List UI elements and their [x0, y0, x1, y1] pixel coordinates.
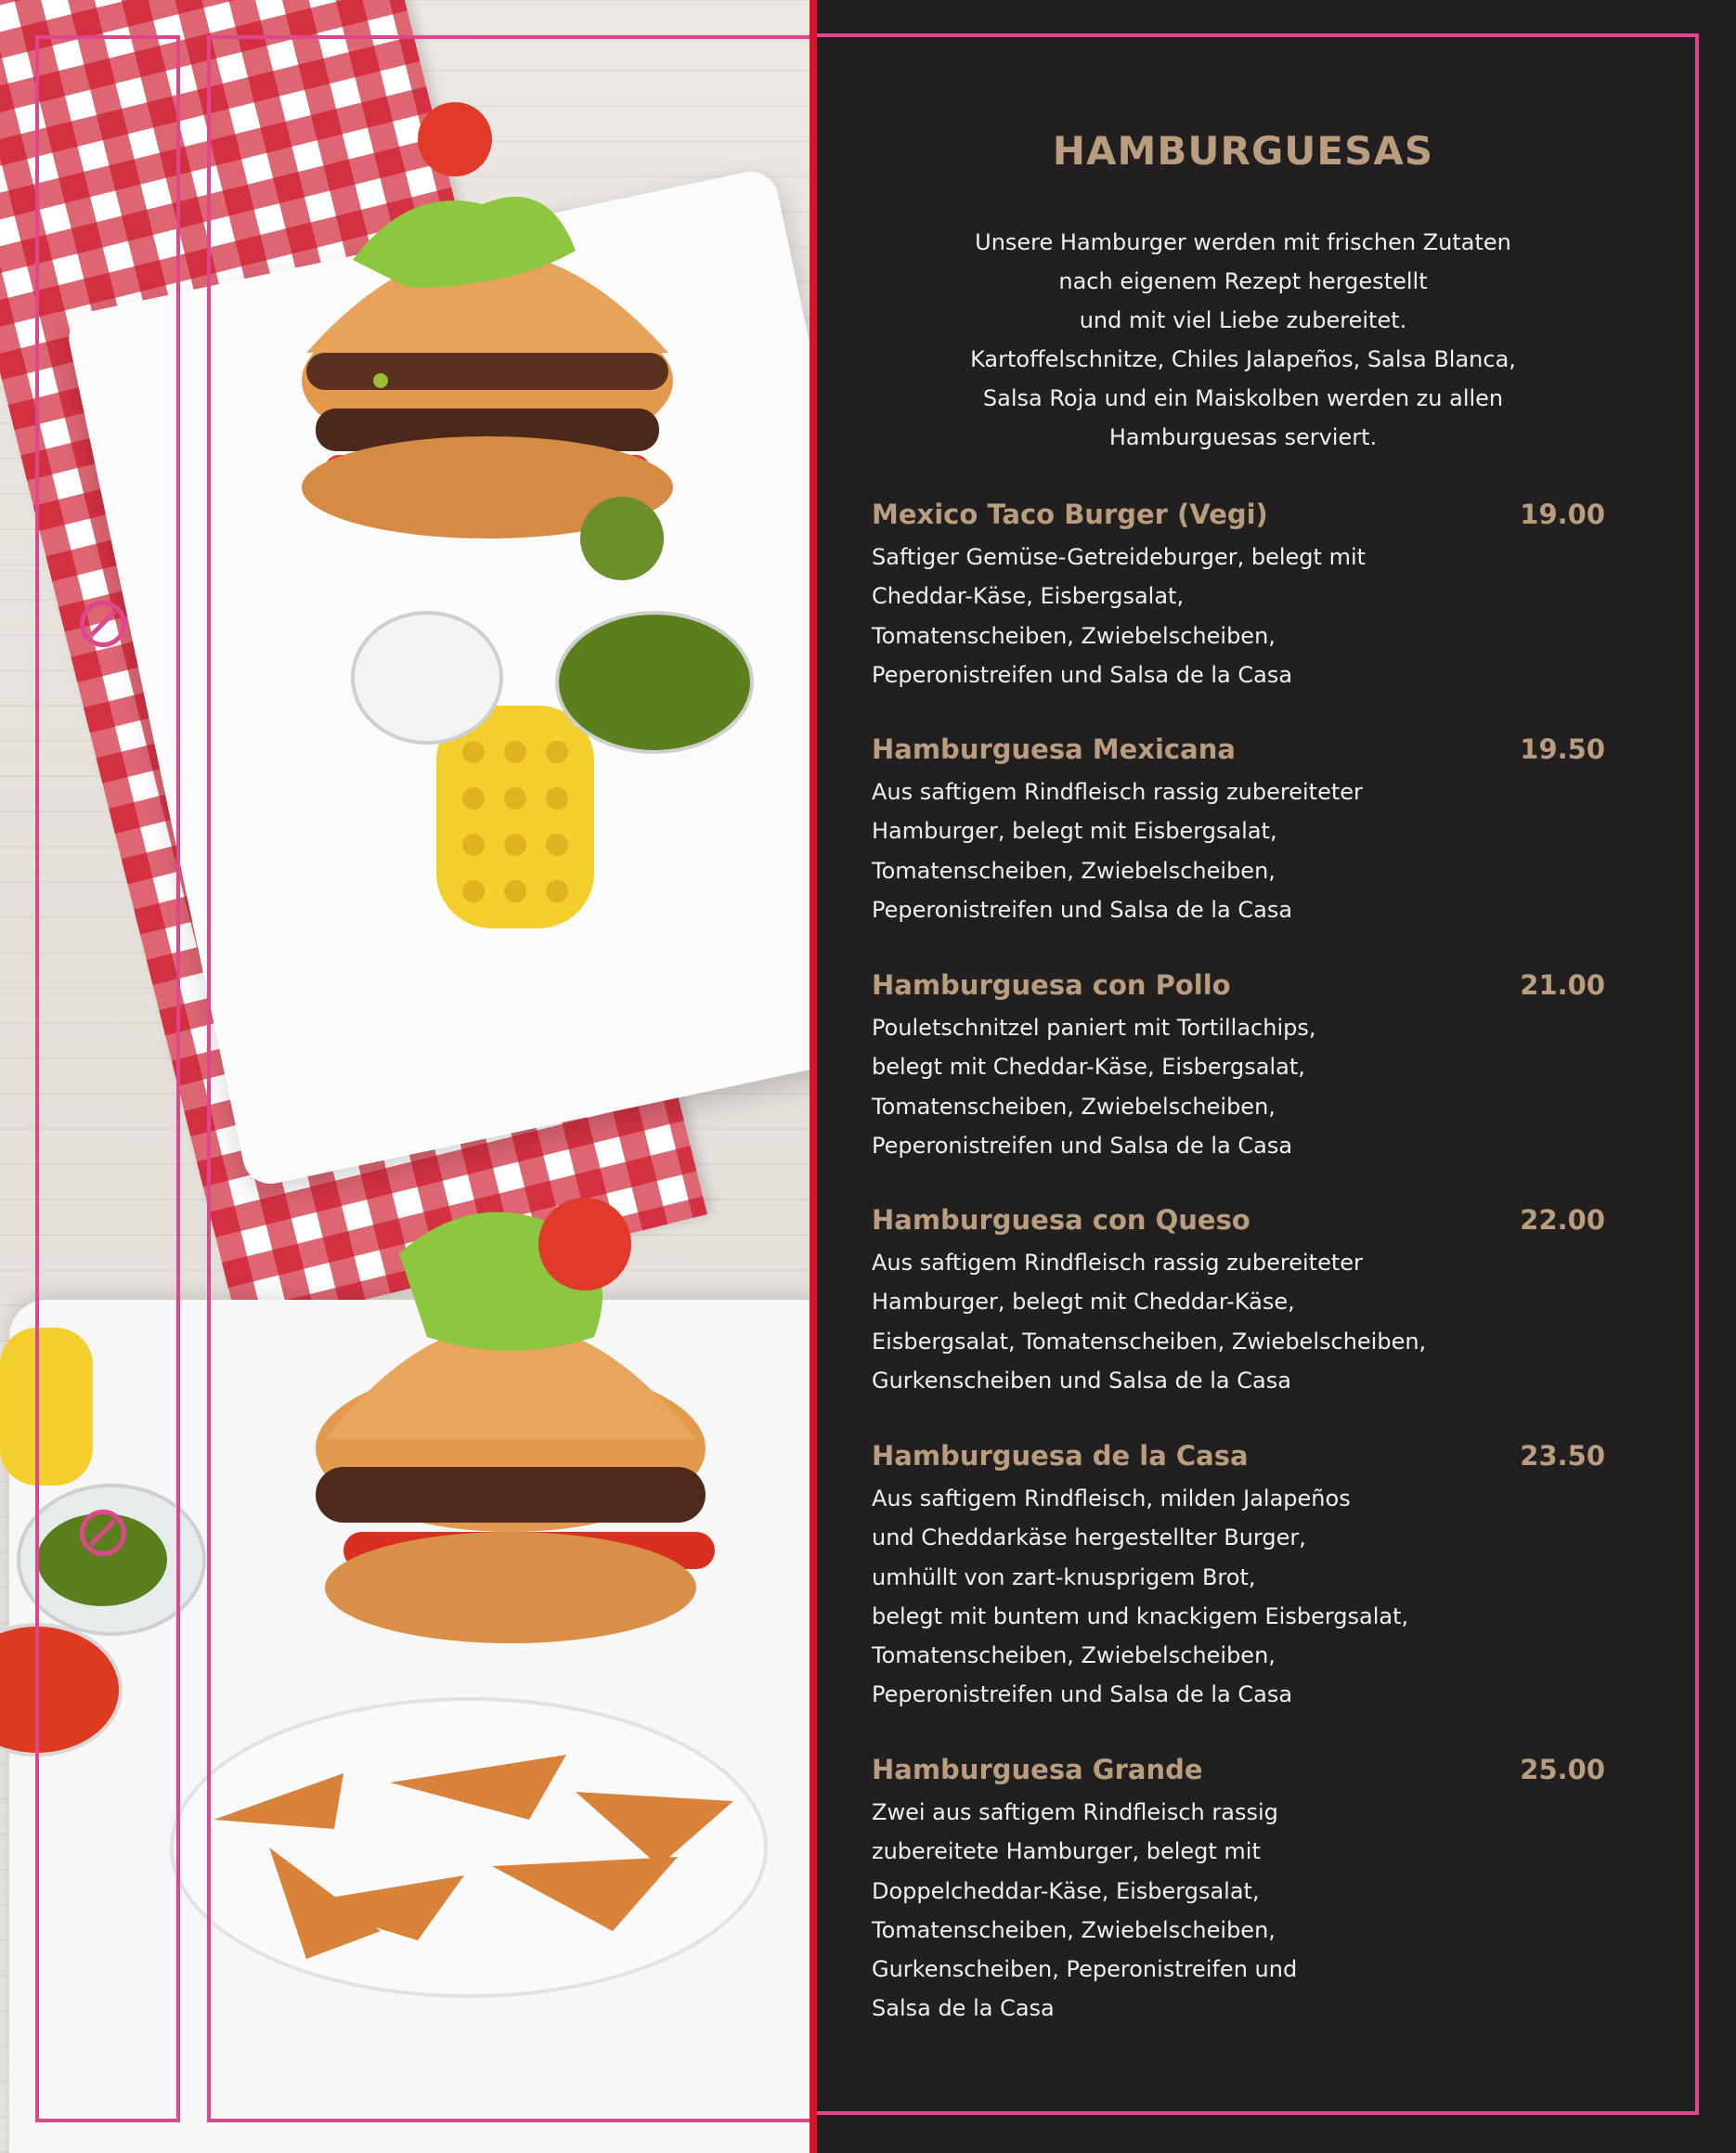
description-line: belegt mit Cheddar-Käse, Eisbergsalat,	[872, 1054, 1305, 1081]
item-description	[872, 772, 1605, 929]
intro-line: Salsa Roja und ein Maiskolben werden zu allen	[982, 385, 1504, 411]
description-line: Peperonistreifen und Salsa de la Casa	[872, 896, 1293, 923]
item-price: 19.50	[1520, 733, 1605, 765]
menu-item-mexico-taco-burger	[872, 499, 1605, 694]
description-line: Doppelcheddar-Käse, Eisbergsalat,	[872, 1877, 1260, 1904]
no-smoking-icon	[80, 601, 126, 647]
item-name: Hamburguesa con Queso	[872, 1204, 1250, 1236]
red-divider	[810, 0, 817, 2153]
menu-item-hamburguesa-grande	[872, 1754, 1605, 2029]
description-line: belegt mit buntem und knackigem Eisbergsalat,	[872, 1602, 1409, 1629]
frame-left-narrow	[35, 35, 180, 2122]
intro-line: nach eigenem Rezept hergestellt	[1058, 268, 1428, 294]
menu-item-hamburguesa-de-la-casa	[872, 1440, 1605, 1715]
item-name: Hamburguesa Grande	[872, 1754, 1203, 1785]
description-line: umhüllt von zart-knusprigem Brot,	[872, 1563, 1256, 1590]
description-line: Pouletschnitzel paniert mit Tortillachips,	[872, 1015, 1316, 1041]
description-line: und Cheddarkäse hergestellter Burger,	[872, 1524, 1306, 1551]
item-price: 22.00	[1520, 1204, 1605, 1236]
intro-line: Unsere Hamburger werden mit frischen Zutaten	[975, 229, 1511, 255]
description-line: Aus saftigem Rindfleisch rassig zubereiteter	[872, 779, 1363, 805]
intro-line: und mit viel Liebe zubereitet.	[1079, 307, 1407, 333]
frame-left-wide	[207, 35, 810, 2122]
food-photo-column	[0, 0, 810, 2153]
description-line: Saftiger Gemüse-Getreideburger, belegt mit	[872, 544, 1367, 570]
item-description	[872, 538, 1605, 694]
item-name: Hamburguesa Mexicana	[872, 733, 1236, 765]
intro-line: Kartoffelschnitze, Chiles Jalapeños, Salsa Blanca,	[970, 346, 1516, 372]
description-line: Hamburger, belegt mit Eisbergsalat,	[872, 818, 1277, 845]
description-line: Aus saftigem Rindfleisch, milden Jalapeños	[872, 1485, 1351, 1511]
no-sign-icon	[80, 1510, 126, 1556]
description-line: Tomatenscheiben, Zwiebelscheiben,	[872, 1093, 1276, 1120]
description-line: Peperonistreifen und Salsa de la Casa	[872, 661, 1293, 688]
menu-item-hamburguesa-con-queso	[872, 1204, 1605, 1400]
intro-text	[817, 223, 1669, 457]
description-line: Tomatenscheiben, Zwiebelscheiben,	[872, 1916, 1276, 1943]
description-line: Salsa de la Casa	[872, 1995, 1055, 2022]
description-line: Aus saftigem Rindfleisch rassig zubereiteter	[872, 1250, 1363, 1276]
description-line: Tomatenscheiben, Zwiebelscheiben,	[872, 857, 1276, 884]
item-price: 25.00	[1520, 1754, 1605, 1785]
item-price: 23.50	[1520, 1440, 1605, 1472]
menu-item-hamburguesa-mexicana	[872, 733, 1605, 929]
description-line: Tomatenscheiben, Zwiebelscheiben,	[872, 622, 1276, 649]
description-line: Cheddar-Käse, Eisbergsalat,	[872, 583, 1185, 610]
item-name: Hamburguesa con Pollo	[872, 969, 1231, 1001]
description-line: Hamburger, belegt mit Cheddar-Käse,	[872, 1289, 1295, 1316]
menu-item-hamburguesa-con-pollo	[872, 969, 1605, 1165]
item-description	[872, 1008, 1605, 1165]
item-price: 19.00	[1520, 499, 1605, 530]
description-line: zubereitete Hamburger, belegt mit	[872, 1838, 1261, 1865]
description-line: Gurkenscheiben und Salsa de la Casa	[872, 1367, 1291, 1394]
item-name: Hamburguesa de la Casa	[872, 1440, 1249, 1472]
description-line: Peperonistreifen und Salsa de la Casa	[872, 1681, 1293, 1708]
item-description	[872, 1479, 1605, 1715]
intro-line: Hamburguesas serviert.	[1108, 424, 1378, 450]
description-line: Gurkenscheiben, Peperonistreifen und	[872, 1956, 1298, 1983]
item-name: Mexico Taco Burger (Vegi)	[872, 499, 1268, 530]
description-line: Tomatenscheiben, Zwiebelscheiben,	[872, 1642, 1276, 1669]
item-description	[872, 1243, 1605, 1400]
item-description	[872, 1793, 1605, 2029]
description-line: Peperonistreifen und Salsa de la Casa	[872, 1132, 1293, 1159]
description-line: Zwei aus saftigem Rindfleisch rassig	[872, 1799, 1278, 1825]
description-line: Eisbergsalat, Tomatenscheiben, Zwiebelscheiben,	[872, 1328, 1427, 1355]
page-title: HAMBURGUESAS	[1052, 128, 1434, 174]
item-price: 21.00	[1520, 969, 1605, 1001]
